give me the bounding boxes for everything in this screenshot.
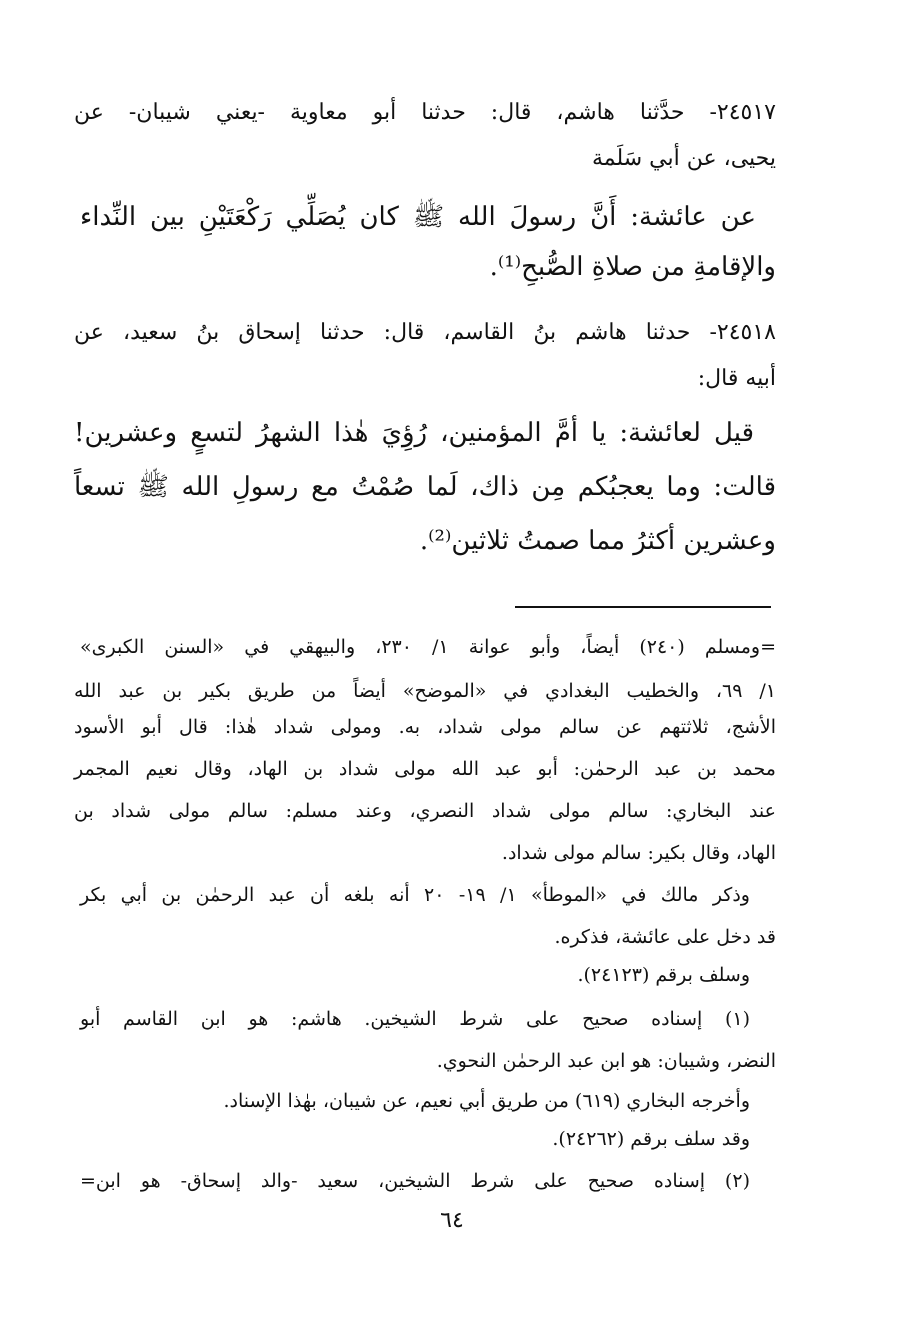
hadith-24518-isnad-line-1: ٢٤٥١٨- حدثنا هاشم بنُ القاسم، قال: حدثنا إسحاق بنُ سعيد، عن [74,320,776,345]
footnote-line-5: عند البخاري: سالم مولى شداد النصري، وعند مسلم: سالم مولى شداد بن [74,800,776,822]
footnote-line-2: ١/ ٦٩، والخطيب البغدادي في «الموضح» أيضاً من طريق بكير بن عبد الله [74,680,776,702]
hadith-24518-matn-line-1: قيل لعائشة: يا أمَّ المؤمنين، رُؤِيَ هٰذا الشهرُ لتسعٍ وعشرين! [74,418,754,448]
footnote-line-3: الأشج، ثلاثتهم عن سالم مولى شداد، به. ومولى شداد هٰذا: قال أبو الأسود [74,716,776,738]
footnote-line-4: محمد بن عبد الرحمٰن: أبو عبد الله مولى شداد بن الهاد، وقال نعيم المجمر [74,758,776,780]
footnote-line-11: النضر، وشيبان: هو ابن عبد الرحمٰن النحوي. [436,1050,776,1072]
footnote-separator [515,606,771,608]
footnote-line-12: وأخرجه البخاري (٦١٩) من طريق أبي نعيم، عن شيبان، بهٰذا الإسناد. [223,1090,750,1112]
hadith-24517-isnad-line-2: يحيى، عن أبي سَلَمة [591,146,776,171]
hadith-24518-isnad-line-2: أبيه قال: [697,366,776,391]
hadith-24517-matn-line-2: والإقامةِ من صلاةِ الصُّبحِ⁽¹⁾. [489,252,776,282]
footnote-line-8: قد دخل على عائشة، فذكره. [554,926,776,948]
hadith-24518-matn-line-2: قالت: وما يعجبُكم مِن ذاك، لَما صُمْتُ مع رسولِ الله ﷺ تسعاً [74,472,776,502]
footnote-line-10: (١) إسناده صحيح على شرط الشيخين. هاشم: هو ابن القاسم أبو [80,1008,750,1030]
footnote-line-1: =ومسلم (٢٤٠) أيضاً، وأبو عوانة ١/ ٢٣٠، والبيهقي في «السنن الكبرى» [80,636,776,658]
footnote-line-13: وقد سلف برقم (٢٤٢٦٢). [552,1128,750,1150]
footnote-line-7: وذكر مالك في «الموطأ» ١/ ١٩- ٢٠ أنه بلغه أن عبد الرحمٰن بن أبي بكر [80,884,750,906]
hadith-24518-matn-line-3: وعشرين أكثرُ مما صمتُ ثلاثين⁽²⁾. [419,526,776,556]
footnote-line-14: (٢) إسناده صحيح على شرط الشيخين، سعيد -والد إسحاق- هو ابن= [80,1170,750,1192]
hadith-24517-isnad-line-1: ٢٤٥١٧- حدَّثنا هاشم، قال: حدثنا أبو معاوية -يعني شيبان- عن [74,100,776,125]
page-number: ٦٤ [440,1208,464,1233]
footnote-line-9: وسلف برقم (٢٤١٢٣). [577,964,750,986]
footnote-line-6: الهاد، وقال بكير: سالم مولى شداد. [501,842,776,864]
hadith-24517-matn-line-1: عن عائشة: أَنَّ رسولَ الله ﷺ كان يُصَلِّي رَكْعَتَيْنِ بين النِّداء [80,202,756,232]
